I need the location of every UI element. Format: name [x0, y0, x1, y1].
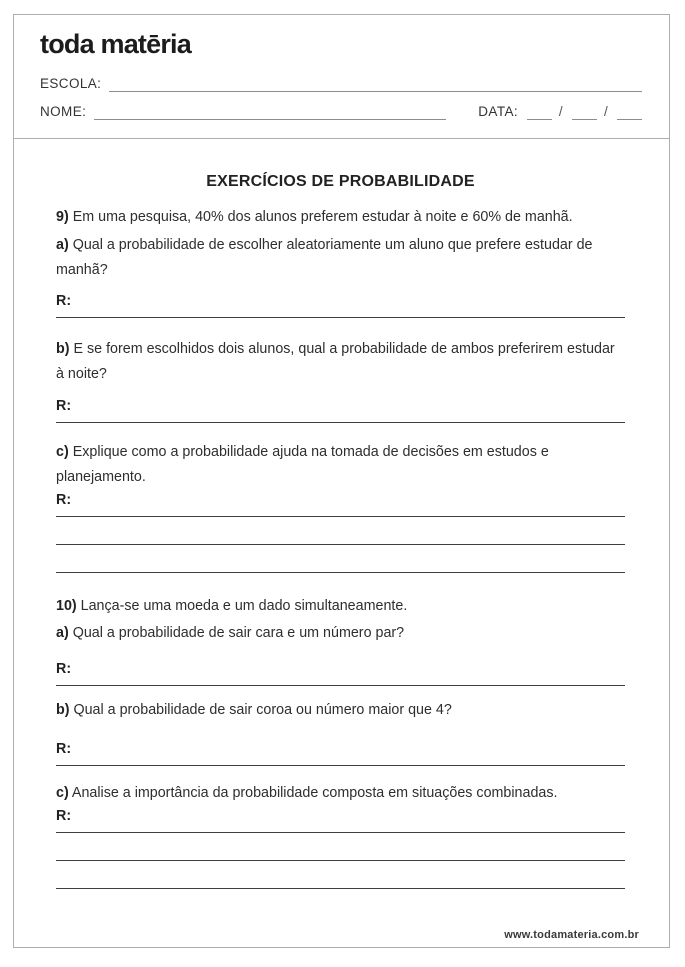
answer-label: R:: [56, 293, 72, 309]
question-10-text: Lança-se uma moeda e um dado simultaneamente.: [80, 598, 408, 614]
date-day-blank: [527, 104, 552, 120]
page-frame: [13, 14, 670, 948]
page-header: [14, 15, 669, 139]
answer-label: R:: [56, 398, 72, 414]
date-month-blank: [572, 104, 597, 120]
school-fill-line: [109, 76, 642, 92]
question-10a-letter: a): [56, 625, 69, 641]
question-9b-text: E se forem escolhidos dois alunos, qual a probabilidade de ambos preferirem estudar à noite?: [56, 341, 615, 382]
question-10b-letter: b): [56, 702, 70, 718]
question-9b: [56, 337, 625, 387]
date-separator: /: [603, 104, 609, 119]
answer-extra-line-10c: [56, 833, 625, 861]
brand-logo: toda matēria: [40, 29, 191, 59]
name-label: NOME:: [40, 104, 87, 119]
question-10c-letter: c): [56, 785, 69, 801]
question-9a: [56, 233, 625, 283]
question-9c-text: Explique como a probabilidade ajuda na tomada de decisões em estudos e planejamento.: [56, 444, 549, 485]
question-9a-letter: a): [56, 237, 69, 253]
answer-line-10a: [56, 661, 625, 686]
question-10b: [56, 698, 625, 723]
question-9b-letter: b): [56, 341, 70, 357]
question-9a-text: Qual a probabilidade de escolher aleatoriamente um aluno que prefere estudar de manhã?: [56, 237, 593, 278]
question-10-number: 10): [56, 598, 77, 614]
question-9-text: Em uma pesquisa, 40% dos alunos preferem estudar à noite e 60% de manhã.: [72, 209, 573, 225]
school-field-row: [40, 76, 642, 92]
question-9-statement: [56, 205, 625, 230]
answer-label: R:: [56, 492, 72, 508]
date-separator: /: [558, 104, 564, 119]
answer-label: R:: [56, 741, 72, 757]
question-10c-text: Analise a importância da probabilidade composta em situações combinadas.: [71, 785, 558, 801]
question-10-statement: [56, 594, 625, 619]
question-10a-text: Qual a probabilidade de sair cara e um número par?: [72, 625, 405, 641]
worksheet-title: EXERCÍCIOS DE PROBABILIDADE: [206, 173, 475, 190]
school-label: ESCOLA:: [40, 76, 102, 91]
answer-extra-line-9c: [56, 517, 625, 545]
question-9-number: 9): [56, 209, 69, 225]
answer-line-10c: [56, 808, 625, 833]
date-label: DATA:: [478, 104, 519, 119]
date-year-blank: [617, 104, 642, 120]
question-10b-text: Qual a probabilidade de sair coroa ou número maior que 4?: [73, 702, 452, 718]
answer-line-9a: [56, 293, 625, 318]
answer-line-9b: [56, 398, 625, 423]
question-9c: [56, 440, 625, 490]
website-url: www.todamateria.com.br: [504, 929, 639, 941]
answer-line-10b: [56, 741, 625, 766]
answer-label: R:: [56, 808, 72, 824]
answer-label: R:: [56, 661, 72, 677]
worksheet-content: [14, 172, 669, 889]
answer-extra-line-9c: [56, 545, 625, 573]
name-fill-line: [94, 104, 446, 120]
question-10a: [56, 621, 625, 646]
question-9c-letter: c): [56, 444, 69, 460]
answer-extra-line-10c: [56, 861, 625, 889]
answer-line-9c: [56, 492, 625, 517]
name-field-row: [40, 104, 642, 120]
question-10c: [56, 781, 625, 806]
